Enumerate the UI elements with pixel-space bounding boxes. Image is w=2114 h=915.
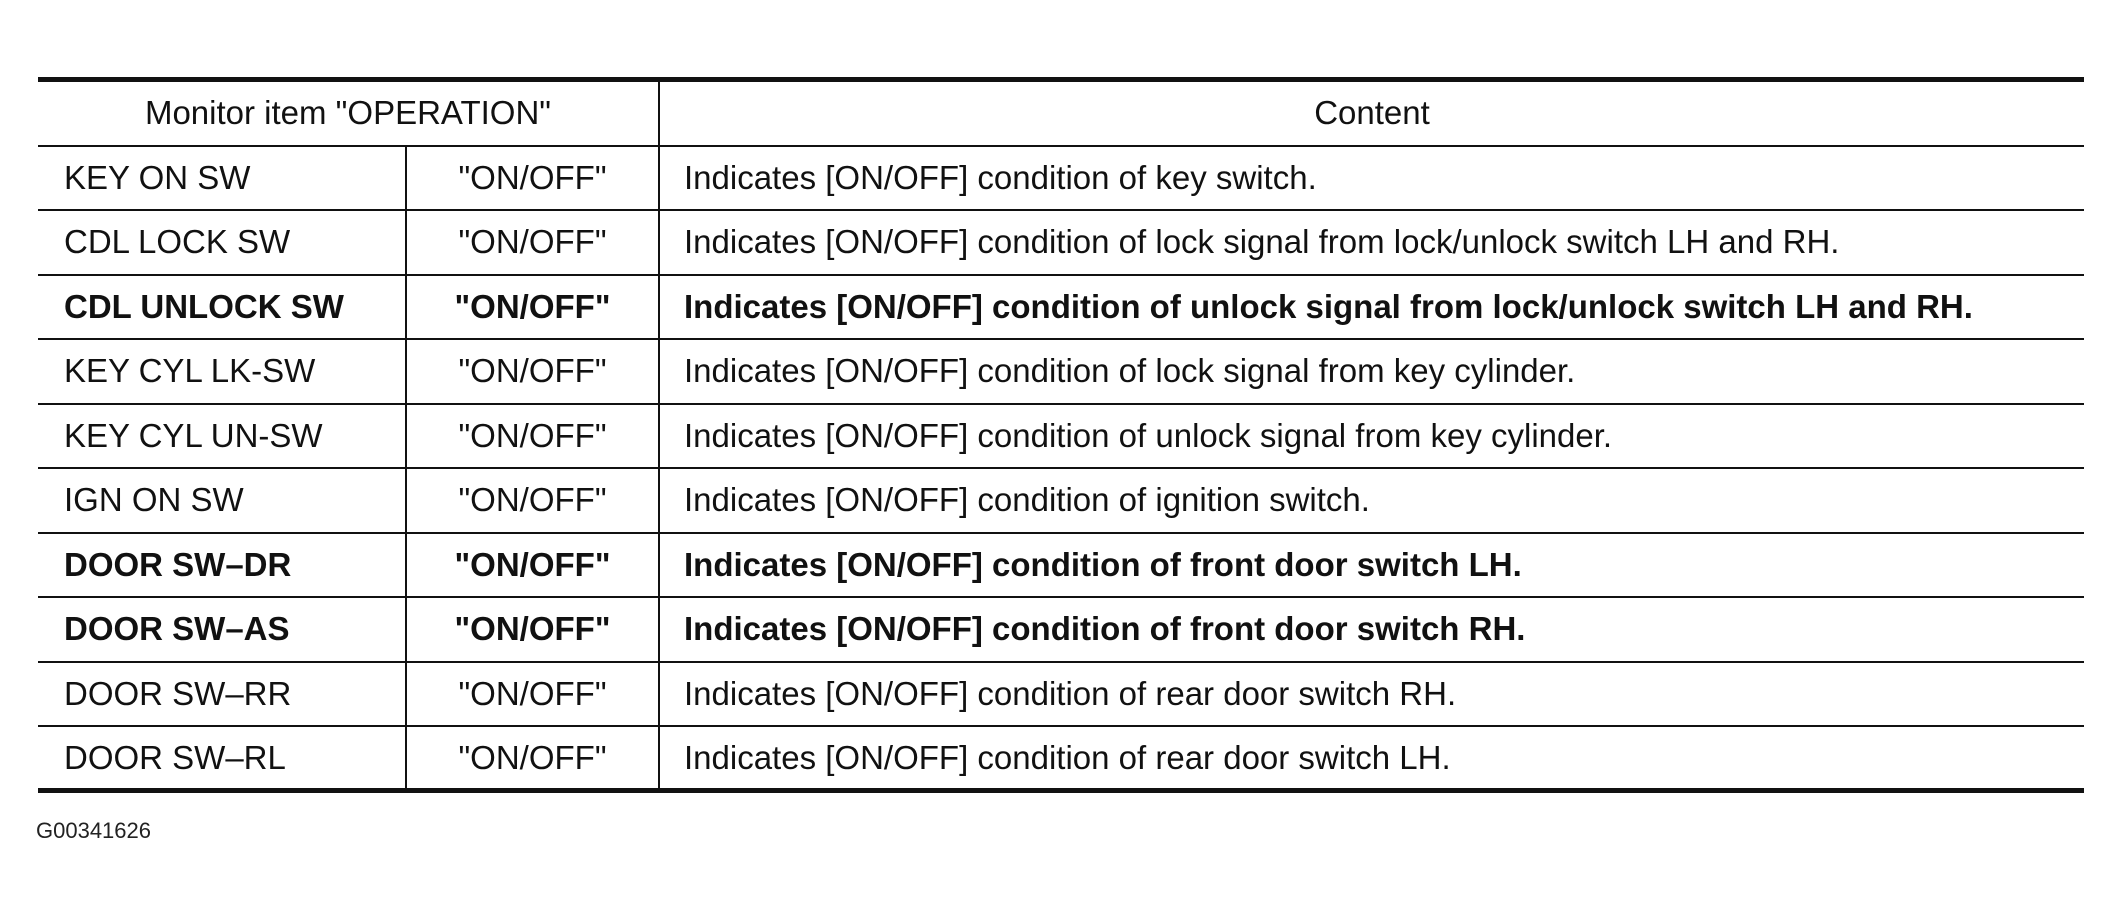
monitor-item-value: "ON/OFF": [406, 275, 659, 340]
monitor-item-name: KEY ON SW: [38, 146, 406, 211]
monitor-item-name: DOOR SW–RL: [38, 726, 406, 791]
table-row: [38, 468, 2084, 533]
monitor-item-name: IGN ON SW: [38, 468, 406, 533]
monitor-item-value: "ON/OFF": [406, 597, 659, 662]
monitor-item-value: "ON/OFF": [406, 468, 659, 533]
table-row: [38, 533, 2084, 598]
monitor-item-content: Indicates [ON/OFF] condition of lock signal from key cylinder.: [659, 339, 2084, 404]
header-content: Content: [659, 80, 2084, 146]
table-row: [38, 339, 2084, 404]
monitor-item-content: Indicates [ON/OFF] condition of unlock signal from lock/unlock switch LH and RH.: [659, 275, 2084, 340]
monitor-item-value: "ON/OFF": [406, 339, 659, 404]
monitor-item-name: DOOR SW–DR: [38, 533, 406, 598]
monitor-item-content: Indicates [ON/OFF] condition of front door switch LH.: [659, 533, 2084, 598]
table-row: [38, 404, 2084, 469]
monitor-item-value: "ON/OFF": [406, 726, 659, 791]
monitor-item-name: KEY CYL UN-SW: [38, 404, 406, 469]
monitor-item-content: Indicates [ON/OFF] condition of rear door switch LH.: [659, 726, 2084, 791]
monitor-item-content: Indicates [ON/OFF] condition of rear door switch RH.: [659, 662, 2084, 727]
table-header-row: [38, 80, 2084, 146]
table-body: [38, 146, 2084, 791]
monitor-item-name: DOOR SW–RR: [38, 662, 406, 727]
monitor-item-content: Indicates [ON/OFF] condition of lock signal from lock/unlock switch LH and RH.: [659, 210, 2084, 275]
monitor-item-value: "ON/OFF": [406, 210, 659, 275]
table-row: [38, 726, 2084, 791]
header-monitor-item: Monitor item "OPERATION": [38, 80, 659, 146]
table-row: [38, 146, 2084, 211]
monitor-item-content: Indicates [ON/OFF] condition of unlock signal from key cylinder.: [659, 404, 2084, 469]
table-row: [38, 662, 2084, 727]
monitor-item-value: "ON/OFF": [406, 146, 659, 211]
monitor-item-content: Indicates [ON/OFF] condition of key switch.: [659, 146, 2084, 211]
monitor-item-content: Indicates [ON/OFF] condition of ignition switch.: [659, 468, 2084, 533]
monitor-item-name: CDL LOCK SW: [38, 210, 406, 275]
monitor-item-name: KEY CYL LK-SW: [38, 339, 406, 404]
monitor-item-name: CDL UNLOCK SW: [38, 275, 406, 340]
monitor-item-content: Indicates [ON/OFF] condition of front door switch RH.: [659, 597, 2084, 662]
figure-code: G00341626: [36, 818, 151, 843]
table-row: [38, 597, 2084, 662]
table-row: [38, 210, 2084, 275]
table-row: [38, 275, 2084, 340]
monitor-item-table: [38, 77, 2084, 793]
monitor-item-value: "ON/OFF": [406, 404, 659, 469]
monitor-item-value: "ON/OFF": [406, 662, 659, 727]
monitor-item-value: "ON/OFF": [406, 533, 659, 598]
monitor-item-name: DOOR SW–AS: [38, 597, 406, 662]
